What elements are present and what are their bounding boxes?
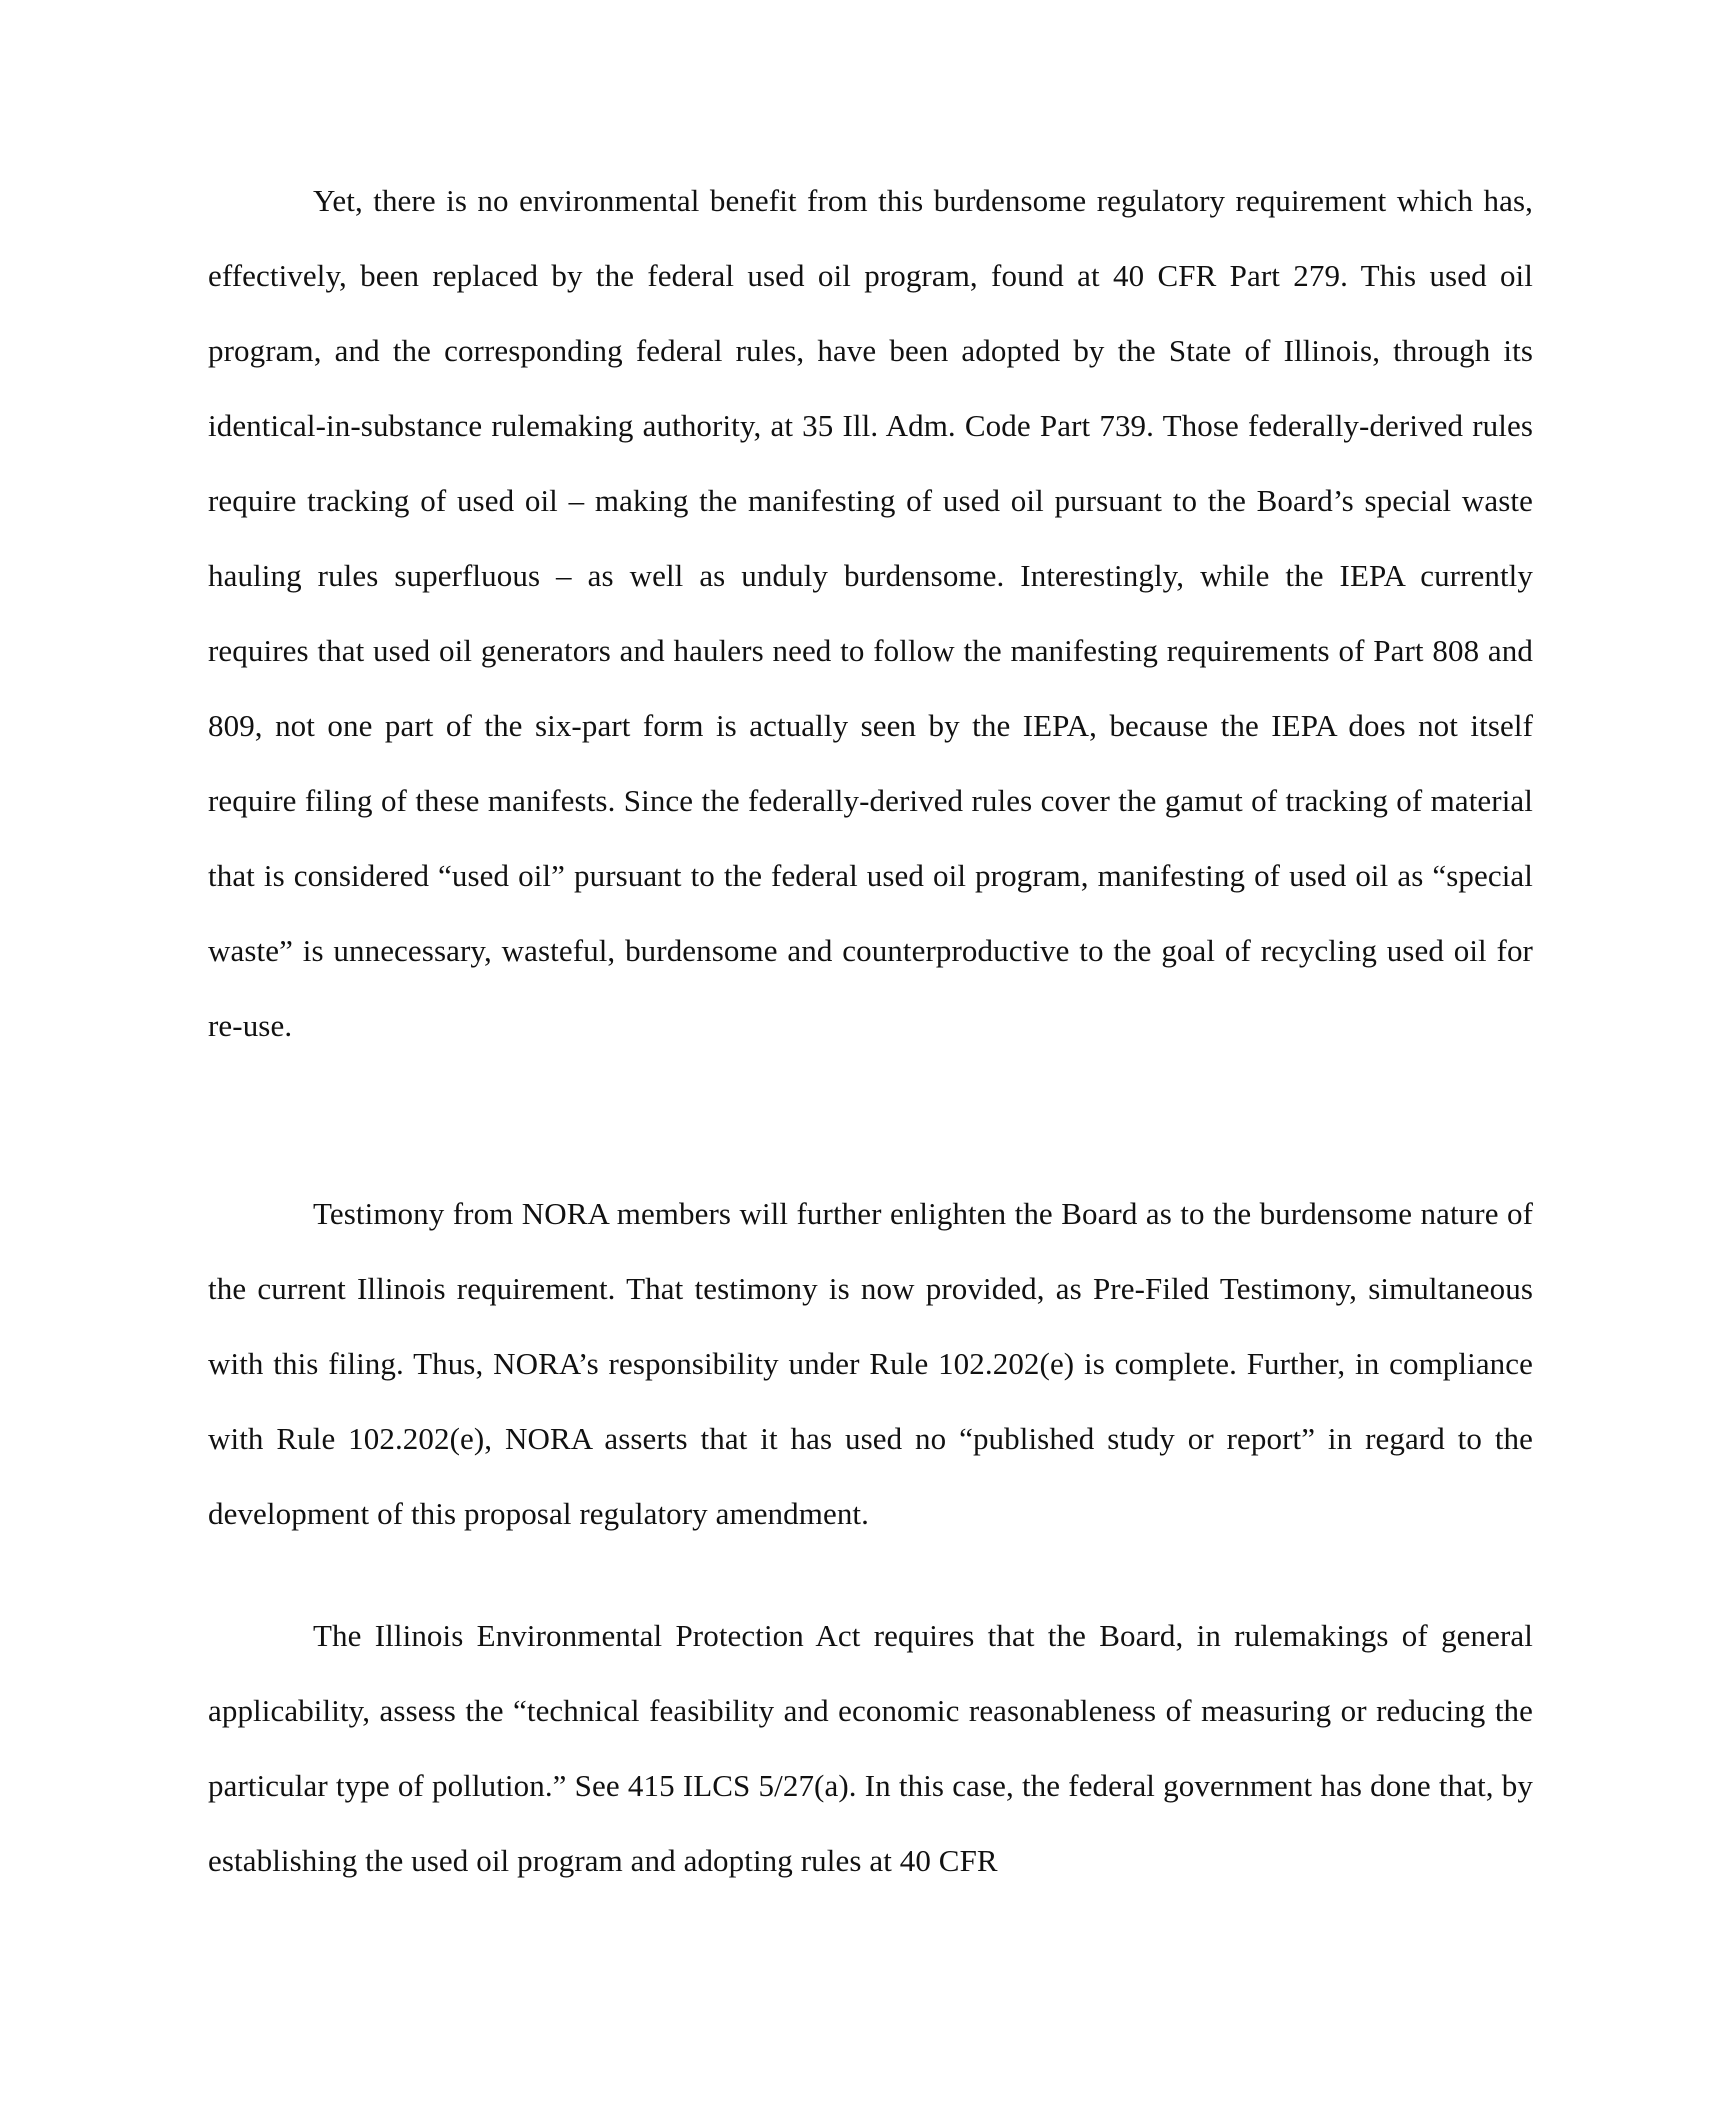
paragraph-used-oil-program: Yet, there is no environmental benefit from this burdensome regulatory requirement which has, effectively, been replaced by the federal used oil program, found at 40 CFR Part 279. This used oil program, and the corresponding federal rules, have been adopted by the State of Illinois, through its identical-in-substance rulemaking authority, at 35 Ill. Adm. Code Part 739. Those federally-derived rules require tracking of used oil – making the manifesting of used oil pursuant to the Board’s special waste hauling rules superfluous – as well as unduly burdensome. Interestingly, while the IEPA currently requires that used oil generators and haulers need to follow the manifesting requirements of Part 808 and 809, not one part of the six-part form is actually seen by the IEPA, because the IEPA does not itself require filing of these manifests. Since the federally-derived rules cover the gamut of tracking of material that is considered “used oil” pursuant to the federal used oil program, manifesting of used oil as “special waste” is unnecessary, wasteful, burdensome and counterproductive to the goal of recycling used oil for re-use. — [208, 183, 1533, 1043]
paragraph-testimony: Testimony from NORA members will further enlighten the Board as to the burdensome nature of the current Illinois requirement. That testimony is now provided, as Pre-Filed Testimony, simultaneous with this filing. Thus, NORA’s responsibility under Rule 102.202(e) is complete. Further, in compliance with Rule 102.202(e), NORA asserts that it has used no “published study or report” in regard to the development of this proposal regulatory amendment. — [208, 1196, 1533, 1531]
paragraph-environmental-act: The Illinois Environmental Protection Act requires that the Board, in rulemakings of general applicability, assess the “technical feasibility and economic reasonableness of measuring or reducing the particular type of pollution.” See 415 ILCS 5/27(a). In this case, the federal government has done that, by establishing the used oil program and adopting rules at 40 CFR — [208, 1618, 1533, 1878]
